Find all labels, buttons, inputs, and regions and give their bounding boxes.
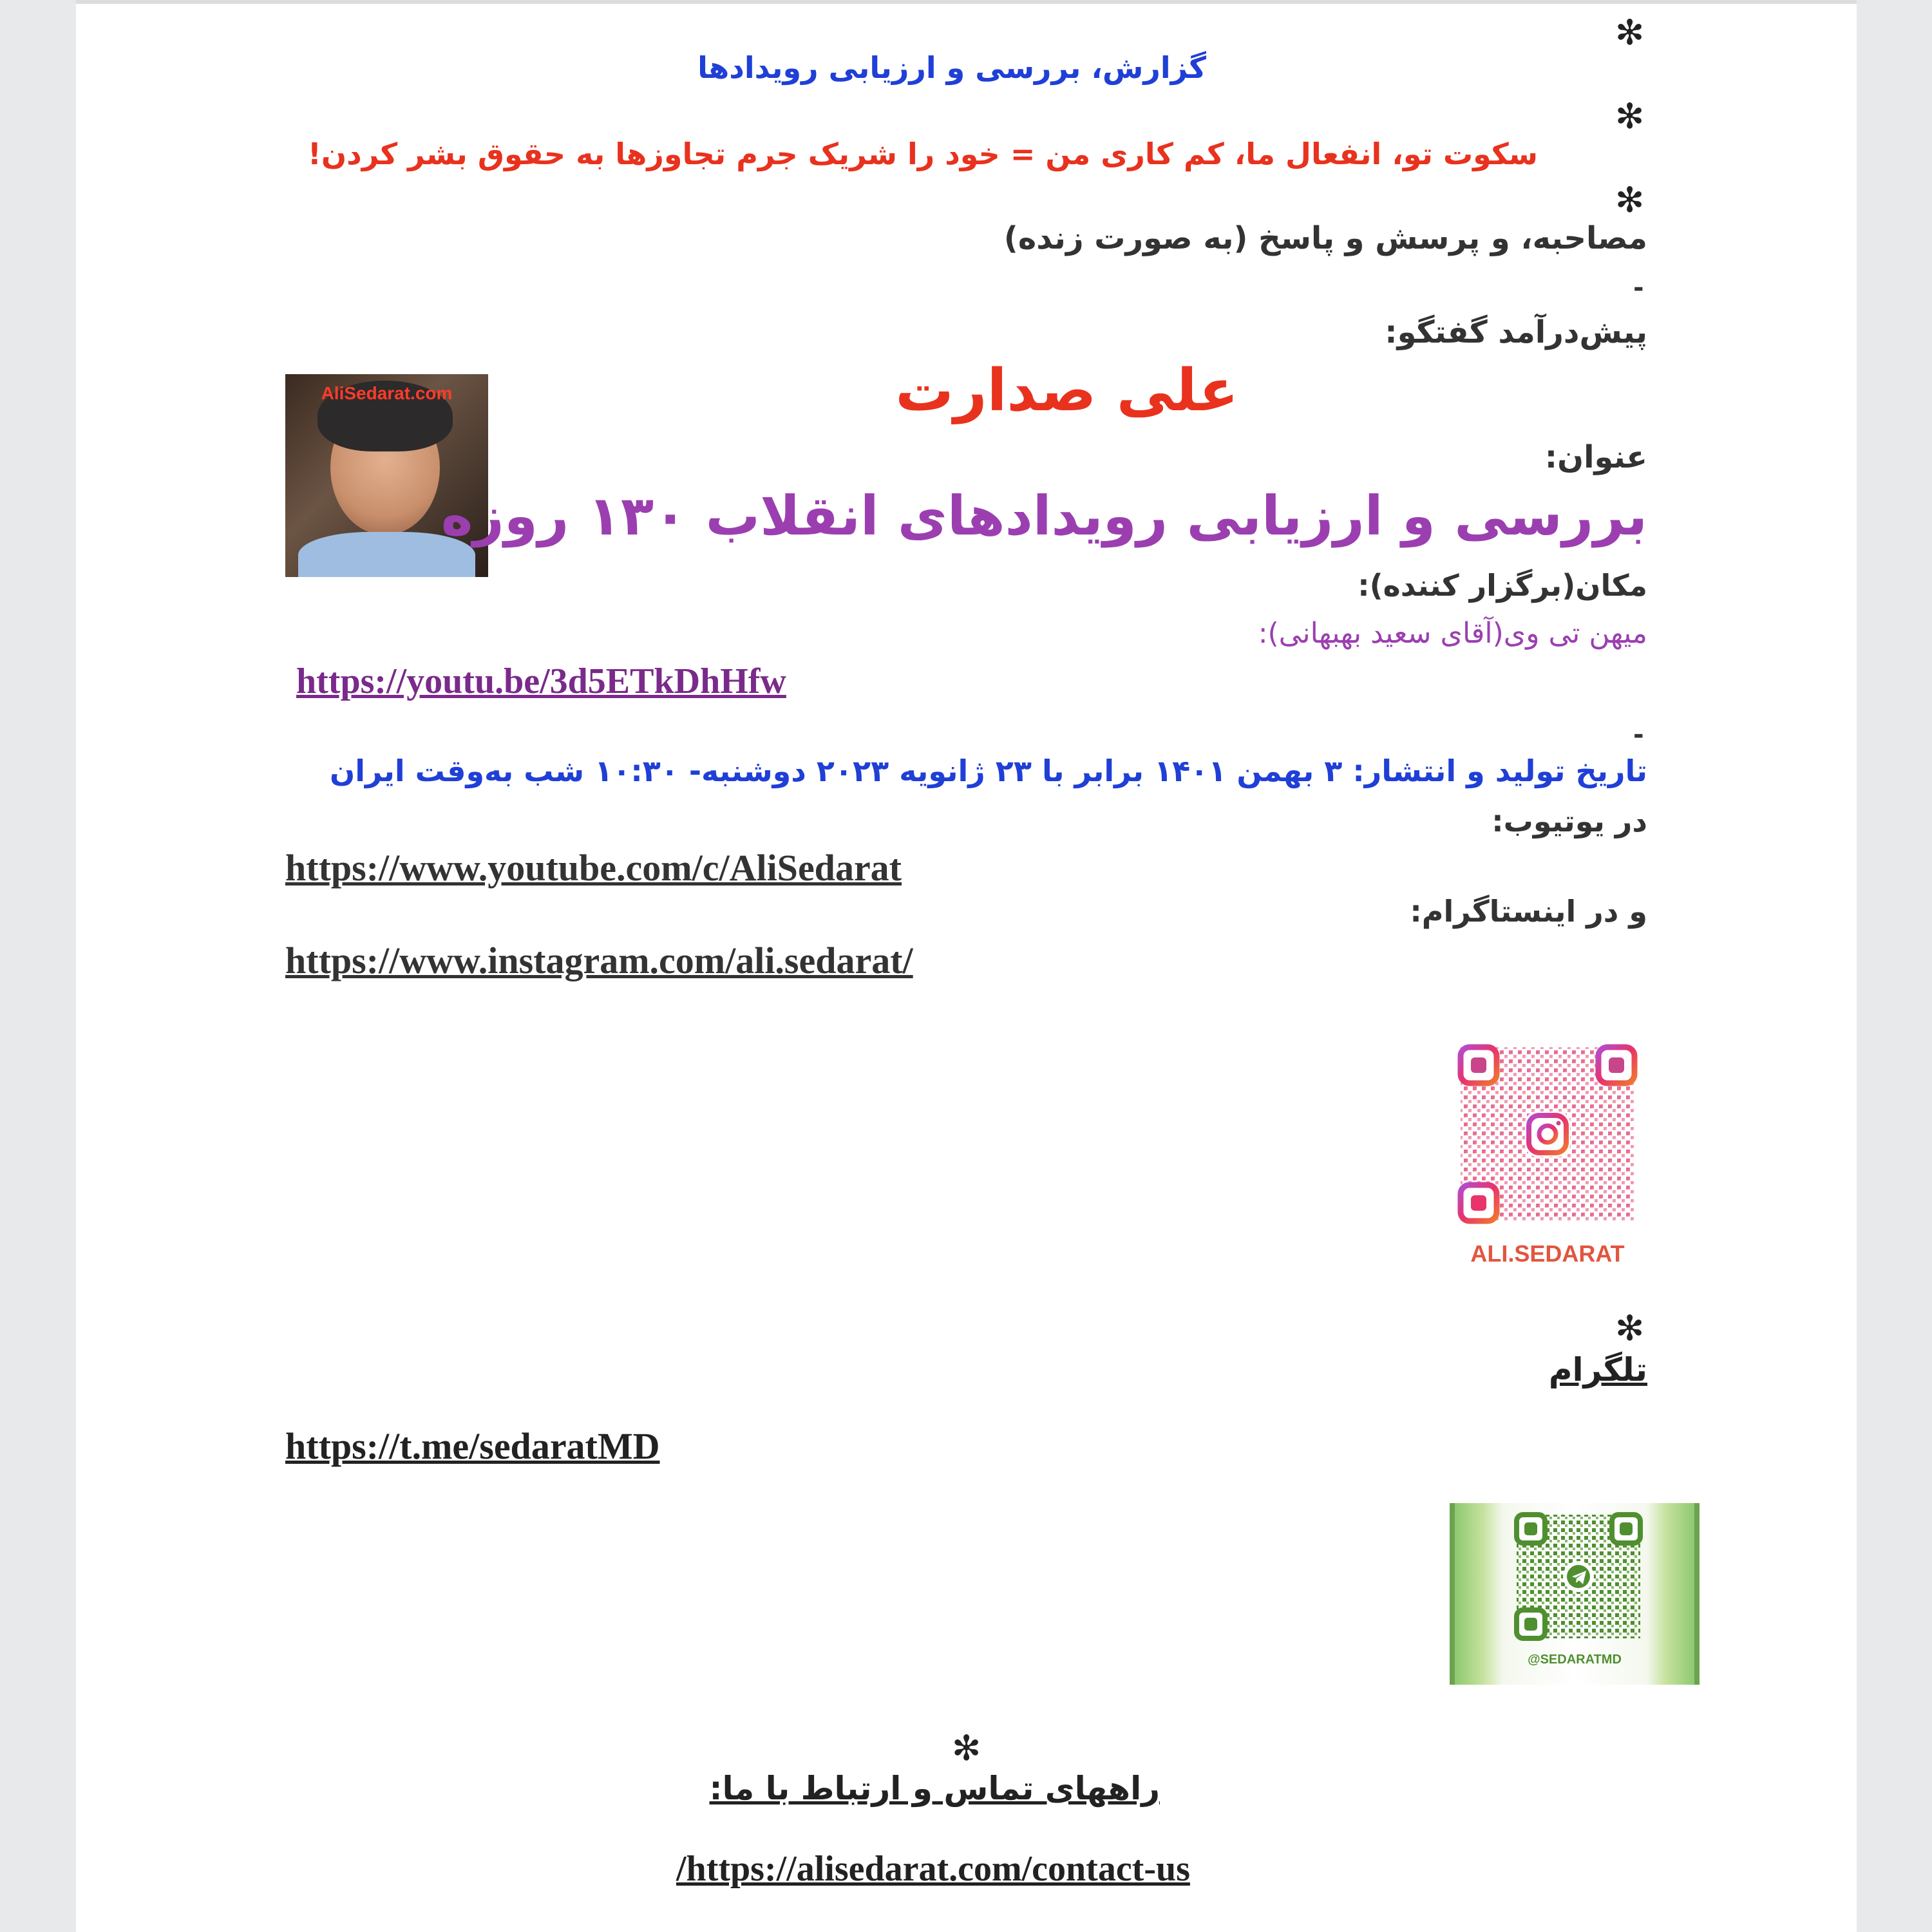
venue-name: میهن تی وی(آقای سعید بهبهانی): bbox=[1258, 617, 1647, 650]
interview-format: مصاحبه، و پرسش و پاسخ (به صورت زنده) bbox=[1003, 220, 1647, 256]
slogan: سکوت تو، انفعال ما، کم کاری من = خود را شریک جرم تجاوزها به حقوق بشر کردن! bbox=[307, 137, 1538, 171]
star-marker: ✻ bbox=[952, 1728, 981, 1768]
dash-separator: - bbox=[1633, 273, 1644, 303]
telegram-icon bbox=[1567, 1565, 1590, 1588]
publish-date: تاریخ تولید و انتشار: ۳ بهمن ۱۴۰۱ برابر با ۲۳ ژانویه ۲۰۲۳ دوشنبه- ۱۰:۳۰ شب به‌وقت ایران bbox=[329, 753, 1647, 788]
instagram-label: و در اینستاگرام: bbox=[1410, 894, 1647, 929]
star-marker: ✻ bbox=[1615, 12, 1645, 53]
title-label: عنوان: bbox=[1544, 439, 1647, 475]
right-gutter bbox=[1857, 0, 1932, 1932]
intro-label: پیش‌درآمد گفتگو: bbox=[1385, 314, 1647, 350]
youtube-label: در یوتیوب: bbox=[1492, 804, 1647, 838]
telegram-link[interactable]: https://t.me/sedaratMD bbox=[285, 1425, 660, 1467]
contact-label: راههای تماس و ارتباط با ما: bbox=[709, 1770, 1160, 1807]
instagram-link[interactable]: https://www.instagram.com/ali.sedarat/ bbox=[285, 940, 913, 981]
contact-link[interactable]: /https://alisedarat.com/contact-us bbox=[676, 1849, 1190, 1889]
talk-title: بررسی و ارزیابی رویدادهای انقلاب ۱۳۰ روزه bbox=[440, 484, 1647, 547]
portrait-watermark: AliSedarat.com bbox=[321, 383, 453, 403]
telegram-qr-code bbox=[1514, 1512, 1643, 1641]
telegram-qr-handle: @SEDARATMD bbox=[1528, 1653, 1622, 1667]
video-link[interactable]: https://youtu.be/3d5ETkDhHfw bbox=[296, 661, 786, 701]
dash-separator: - bbox=[1633, 720, 1644, 750]
telegram-label: تلگرام bbox=[1548, 1351, 1647, 1388]
venue-label: مکان(برگزار کننده): bbox=[1358, 568, 1647, 603]
instagram-qr-card[interactable] bbox=[1454, 1041, 1641, 1273]
instagram-qr-handle: ALI.SEDARAT bbox=[1470, 1240, 1625, 1267]
star-marker: ✻ bbox=[1615, 96, 1645, 137]
telegram-qr-card[interactable] bbox=[1450, 1503, 1700, 1685]
instagram-qr-code bbox=[1454, 1041, 1641, 1227]
star-marker: ✻ bbox=[1615, 180, 1645, 220]
document-page bbox=[76, 0, 1857, 1932]
report-title: گزارش، بررسی و ارزیابی رویدادها bbox=[697, 50, 1206, 85]
star-marker: ✻ bbox=[1615, 1308, 1645, 1349]
speaker-name: علی صدارت bbox=[895, 357, 1238, 424]
youtube-link[interactable]: https://www.youtube.com/c/AliSedarat bbox=[285, 847, 902, 889]
